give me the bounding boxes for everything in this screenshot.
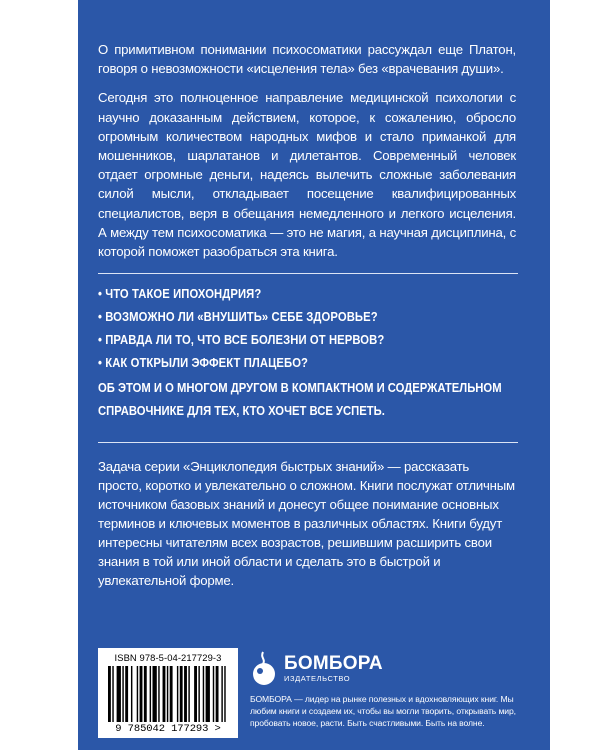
back-cover (78, 0, 550, 750)
logo-text (284, 654, 383, 683)
publisher-description: БОМБОРА — лидер на рынке полезных и вдохновляющих книг. Мы любим книги и создаем их, чтобы вы могли творить, открывать мир, пробовать новое, расти. Быть счастливыми. Быть на волне. (250, 694, 516, 728)
publisher-block (250, 650, 520, 729)
intro-paragraph-1: О примитивном понимании психосоматики рассуждал еще Платон, говоря о невозможности «исцеления тела» без «врачевания души». (98, 42, 516, 77)
isbn-digits: 9 785042 177293 > (115, 723, 221, 735)
publisher-name: БОМБОРА (284, 652, 383, 674)
question-item: • ЧТО ТАКОЕ ИПОХОНДРИЯ? (98, 286, 262, 302)
question-item: • ПРАВДА ЛИ ТО, ЧТО ВСЕ БОЛЕЗНИ ОТ НЕРВОВ? (98, 332, 385, 348)
barcode-block (98, 648, 238, 738)
question-item: • ВОЗМОЖНО ЛИ «ВНУШИТЬ» СЕБЕ ЗДОРОВЬЕ? (98, 309, 378, 325)
barcode-icon (108, 666, 230, 722)
publisher-subtitle: ИЗДАТЕЛЬСТВО (284, 673, 351, 683)
summary-caps (98, 376, 517, 422)
series-description: Задача серии «Энциклопедия быстрых знаний» — рассказать просто, коротко и увлекательно о сложном. Книги послужат отличным источником базовых знаний и донесут общее понимание основных терминов и ключевых моментов в различных областях. Книги будут интересны читателям всех возрастов, решившим расширить свои знания в той или иной области и сделать это в быстрой и увлекательной форме. (98, 459, 515, 589)
question-item: • КАК ОТКРЫЛИ ЭФФЕКТ ПЛАЦЕБО? (98, 355, 309, 371)
publisher-logo (250, 650, 520, 686)
isbn-label: ISBN 978-5-04-217729-3 (114, 652, 222, 663)
bombora-logo-icon (250, 650, 278, 686)
question-list (98, 282, 516, 374)
divider-top (98, 273, 518, 274)
intro-paragraph-2: Сегодня это полноценное направление медицинской психологии с научно доказанным действием, которое, к сожалению, обросло огромным количеством народных мифов и стало приманкой для мошенников, шарлатанов и дилетантов. Современный человек отдает огромные деньги, надеясь вылечить сложные заболевания силой мысли, откладывает посещение квалифицированных специалистов, веря в обещания немедленного и легкого исцеления. А между тем психосоматика — это не магия, а научная дисциплина, с которой поможет разобраться эта книга. (98, 90, 516, 260)
summary-line-2: СПРАВОЧНИКЕ ДЛЯ ТЕХ, КТО ХОЧЕТ ВСЕ УСПЕТЬ. (98, 403, 385, 419)
cover-content (98, 40, 516, 590)
summary-line-1: ОБ ЭТОМ И О МНОГОМ ДРУГОМ В КОМПАКТНОМ И СОДЕРЖАТЕЛЬНОМ (98, 380, 502, 396)
divider-bottom (98, 442, 518, 443)
